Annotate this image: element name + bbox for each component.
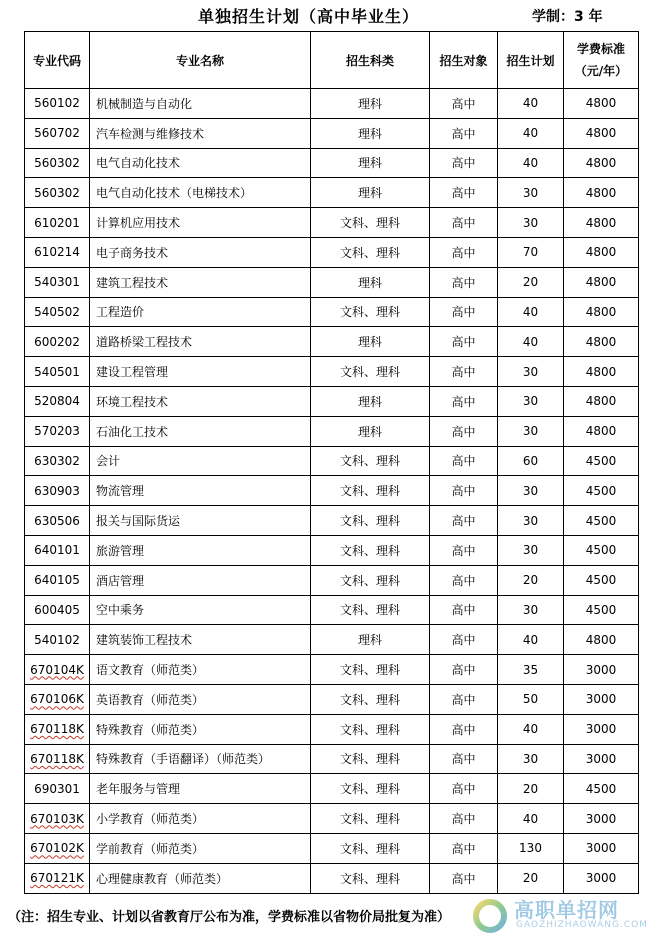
- cell-target: 高中: [430, 744, 498, 774]
- table-row: [25, 446, 639, 476]
- ring-logo-icon: [470, 896, 510, 936]
- cell-quota: 30: [498, 595, 564, 625]
- cell-name: 特殊教育（师范类）: [90, 714, 311, 744]
- cell-name: 电气自动化技术（电梯技术）: [90, 178, 311, 208]
- cell-subject: 理科: [311, 327, 430, 357]
- cell-code: [25, 655, 90, 685]
- table-row: [25, 89, 639, 119]
- cell-fee: 4800: [564, 89, 639, 119]
- cell-quota: 40: [498, 714, 564, 744]
- cell-fee: 4800: [564, 625, 639, 655]
- cell-target: 高中: [430, 446, 498, 476]
- cell-fee: 4500: [564, 476, 639, 506]
- cell-code: 540501: [25, 357, 90, 387]
- cell-quota: 70: [498, 237, 564, 267]
- table-row: [25, 744, 639, 774]
- cell-name: 学前教育（师范类）: [90, 833, 311, 863]
- cell-quota: 40: [498, 804, 564, 834]
- header-fee-line2: （元/年）: [574, 64, 628, 78]
- cell-target: 高中: [430, 565, 498, 595]
- cell-quota: 20: [498, 774, 564, 804]
- cell-fee: 3000: [564, 714, 639, 744]
- cell-subject: 文科、理科: [311, 833, 430, 863]
- header-quota: 招生计划: [498, 32, 564, 89]
- header-subject: 招生科类: [311, 32, 430, 89]
- cell-code: 640101: [25, 535, 90, 565]
- cell-fee: 4800: [564, 297, 639, 327]
- cell-code: [25, 714, 90, 744]
- cell-fee: 4500: [564, 595, 639, 625]
- cell-fee: 3000: [564, 863, 639, 893]
- cell-subject: 理科: [311, 386, 430, 416]
- enrollment-plan-table: [24, 31, 639, 894]
- cell-target: 高中: [430, 506, 498, 536]
- cell-fee: 4800: [564, 148, 639, 178]
- cell-subject: 文科、理科: [311, 655, 430, 685]
- cell-subject: 文科、理科: [311, 297, 430, 327]
- cell-name: 老年服务与管理: [90, 774, 311, 804]
- cell-code: 560702: [25, 118, 90, 148]
- cell-quota: 50: [498, 684, 564, 714]
- cell-target: 高中: [430, 833, 498, 863]
- cell-fee: 4800: [564, 267, 639, 297]
- cell-name: 心理健康教育（师范类）: [90, 863, 311, 893]
- cell-code-text: 670121K: [30, 871, 84, 886]
- cell-quota: 30: [498, 357, 564, 387]
- cell-name: 报关与国际货运: [90, 506, 311, 536]
- cell-subject: 文科、理科: [311, 714, 430, 744]
- cell-subject: 理科: [311, 178, 430, 208]
- cell-code: 560302: [25, 178, 90, 208]
- cell-fee: 4800: [564, 237, 639, 267]
- cell-fee: 3000: [564, 655, 639, 685]
- cell-code: 600405: [25, 595, 90, 625]
- cell-subject: 文科、理科: [311, 506, 430, 536]
- cell-code: 560302: [25, 148, 90, 178]
- cell-name: 建设工程管理: [90, 357, 311, 387]
- header-target: 招生对象: [430, 32, 498, 89]
- cell-code-text: 670104K: [30, 662, 84, 677]
- table-row: [25, 565, 639, 595]
- cell-target: 高中: [430, 327, 498, 357]
- table-row: [25, 237, 639, 267]
- cell-code: 600202: [25, 327, 90, 357]
- cell-code: [25, 744, 90, 774]
- table-row: [25, 416, 639, 446]
- cell-subject: 文科、理科: [311, 595, 430, 625]
- cell-quota: 130: [498, 833, 564, 863]
- cell-quota: 40: [498, 148, 564, 178]
- cell-target: 高中: [430, 148, 498, 178]
- table-row: [25, 506, 639, 536]
- cell-fee: 4800: [564, 416, 639, 446]
- table-row: [25, 625, 639, 655]
- watermark-text: 高职单招网: [514, 898, 619, 922]
- cell-target: 高中: [430, 476, 498, 506]
- cell-subject: 理科: [311, 118, 430, 148]
- cell-target: 高中: [430, 386, 498, 416]
- cell-target: 高中: [430, 625, 498, 655]
- cell-name: 旅游管理: [90, 535, 311, 565]
- cell-name: 英语教育（师范类）: [90, 684, 311, 714]
- cell-code: 690301: [25, 774, 90, 804]
- cell-target: 高中: [430, 118, 498, 148]
- table-row: [25, 118, 639, 148]
- cell-subject: 文科、理科: [311, 744, 430, 774]
- cell-code: 610201: [25, 208, 90, 238]
- cell-quota: 40: [498, 327, 564, 357]
- title-row: [0, 4, 660, 28]
- cell-fee: 4800: [564, 386, 639, 416]
- cell-subject: 理科: [311, 625, 430, 655]
- cell-code: 570203: [25, 416, 90, 446]
- cell-subject: 文科、理科: [311, 208, 430, 238]
- table-row: [25, 148, 639, 178]
- table-row: [25, 535, 639, 565]
- cell-code: 630903: [25, 476, 90, 506]
- cell-name: 酒店管理: [90, 565, 311, 595]
- table-row: [25, 208, 639, 238]
- cell-target: 高中: [430, 774, 498, 804]
- cell-subject: 文科、理科: [311, 535, 430, 565]
- header-fee: [564, 32, 639, 89]
- cell-subject: 理科: [311, 267, 430, 297]
- table-row: [25, 386, 639, 416]
- cell-name: 汽车检测与维修技术: [90, 118, 311, 148]
- table-row: [25, 357, 639, 387]
- table-row: [25, 655, 639, 685]
- cell-code: 610214: [25, 237, 90, 267]
- cell-name: 计算机应用技术: [90, 208, 311, 238]
- cell-code-text: 670118K: [30, 751, 84, 766]
- cell-name: 特殊教育（手语翻译）（师范类）: [90, 744, 311, 774]
- cell-fee: 3000: [564, 833, 639, 863]
- cell-subject: 理科: [311, 416, 430, 446]
- cell-subject: 理科: [311, 148, 430, 178]
- cell-name: 道路桥梁工程技术: [90, 327, 311, 357]
- cell-quota: 30: [498, 386, 564, 416]
- table-row: [25, 476, 639, 506]
- table-row: [25, 774, 639, 804]
- cell-target: 高中: [430, 297, 498, 327]
- cell-target: 高中: [430, 237, 498, 267]
- cell-fee: 4800: [564, 327, 639, 357]
- cell-subject: 文科、理科: [311, 357, 430, 387]
- cell-fee: 3000: [564, 804, 639, 834]
- cell-subject: 文科、理科: [311, 774, 430, 804]
- cell-quota: 30: [498, 178, 564, 208]
- header-fee-line1: 学费标准: [576, 42, 625, 56]
- cell-subject: 文科、理科: [311, 804, 430, 834]
- cell-quota: 30: [498, 476, 564, 506]
- cell-code-text: 670103K: [30, 811, 84, 826]
- table-row: [25, 804, 639, 834]
- cell-subject: 理科: [311, 89, 430, 119]
- cell-fee: 4500: [564, 774, 639, 804]
- cell-target: 高中: [430, 178, 498, 208]
- cell-name: 建筑装饰工程技术: [90, 625, 311, 655]
- cell-target: 高中: [430, 595, 498, 625]
- table-row: [25, 595, 639, 625]
- cell-target: 高中: [430, 535, 498, 565]
- cell-fee: 4500: [564, 535, 639, 565]
- cell-code: 520804: [25, 386, 90, 416]
- cell-quota: 30: [498, 506, 564, 536]
- cell-target: 高中: [430, 655, 498, 685]
- cell-name: 机械制造与自动化: [90, 89, 311, 119]
- table-row: [25, 714, 639, 744]
- cell-target: 高中: [430, 208, 498, 238]
- cell-name: 空中乘务: [90, 595, 311, 625]
- cell-quota: 40: [498, 625, 564, 655]
- cell-code: [25, 684, 90, 714]
- cell-code-text: 670106K: [30, 692, 84, 707]
- cell-target: 高中: [430, 267, 498, 297]
- cell-fee: 4800: [564, 357, 639, 387]
- cell-subject: 文科、理科: [311, 863, 430, 893]
- cell-code: 630506: [25, 506, 90, 536]
- watermark: [470, 894, 658, 938]
- cell-quota: 40: [498, 297, 564, 327]
- cell-fee: 4800: [564, 208, 639, 238]
- cell-subject: 文科、理科: [311, 446, 430, 476]
- cell-subject: 文科、理科: [311, 565, 430, 595]
- cell-quota: 30: [498, 208, 564, 238]
- cell-code: [25, 833, 90, 863]
- cell-quota: 40: [498, 118, 564, 148]
- table-header-row: [25, 32, 639, 89]
- cell-quota: 30: [498, 416, 564, 446]
- cell-name: 小学教育（师范类）: [90, 804, 311, 834]
- table-row: [25, 327, 639, 357]
- watermark-url: GAOZHIZHAOWANG.COM: [516, 920, 648, 930]
- cell-code: 640105: [25, 565, 90, 595]
- cell-quota: 40: [498, 89, 564, 119]
- document-title: 单独招生计划（高中毕业生）: [198, 7, 420, 26]
- cell-fee: 4800: [564, 118, 639, 148]
- cell-name: 物流管理: [90, 476, 311, 506]
- cell-code-text: 670102K: [30, 841, 84, 856]
- cell-code: 540102: [25, 625, 90, 655]
- cell-quota: 30: [498, 535, 564, 565]
- cell-name: 石油化工技术: [90, 416, 311, 446]
- cell-fee: 4500: [564, 565, 639, 595]
- cell-target: 高中: [430, 804, 498, 834]
- header-code: 专业代码: [25, 32, 90, 89]
- cell-code: [25, 804, 90, 834]
- cell-target: 高中: [430, 89, 498, 119]
- cell-name: 建筑工程技术: [90, 267, 311, 297]
- study-duration: 学制：3 年: [532, 9, 603, 25]
- cell-quota: 35: [498, 655, 564, 685]
- cell-fee: 4500: [564, 506, 639, 536]
- table-row: [25, 833, 639, 863]
- cell-name: 电子商务技术: [90, 237, 311, 267]
- cell-quota: 20: [498, 267, 564, 297]
- cell-quota: 30: [498, 744, 564, 774]
- cell-subject: 文科、理科: [311, 684, 430, 714]
- cell-subject: 文科、理科: [311, 237, 430, 267]
- cell-target: 高中: [430, 416, 498, 446]
- table-row: [25, 267, 639, 297]
- cell-target: 高中: [430, 684, 498, 714]
- cell-target: 高中: [430, 863, 498, 893]
- cell-name: 环境工程技术: [90, 386, 311, 416]
- table-row: [25, 178, 639, 208]
- footer-note: （注：招生专业、计划以省教育厅公布为准，学费标准以省物价局批复为准）: [8, 910, 451, 925]
- cell-fee: 4500: [564, 446, 639, 476]
- cell-subject: 文科、理科: [311, 476, 430, 506]
- cell-quota: 20: [498, 565, 564, 595]
- cell-code: 540301: [25, 267, 90, 297]
- table-body: [25, 89, 639, 894]
- cell-name: 语文教育（师范类）: [90, 655, 311, 685]
- cell-fee: 3000: [564, 684, 639, 714]
- cell-code: [25, 863, 90, 893]
- cell-fee: 3000: [564, 744, 639, 774]
- cell-quota: 60: [498, 446, 564, 476]
- cell-target: 高中: [430, 714, 498, 744]
- table-row: [25, 684, 639, 714]
- cell-name: 工程造价: [90, 297, 311, 327]
- cell-name: 会计: [90, 446, 311, 476]
- table-row: [25, 863, 639, 893]
- cell-code: 540502: [25, 297, 90, 327]
- cell-code: 630302: [25, 446, 90, 476]
- header-name: 专业名称: [90, 32, 311, 89]
- cell-fee: 4800: [564, 178, 639, 208]
- cell-code: 560102: [25, 89, 90, 119]
- cell-target: 高中: [430, 357, 498, 387]
- cell-code-text: 670118K: [30, 722, 84, 737]
- cell-name: 电气自动化技术: [90, 148, 311, 178]
- table-row: [25, 297, 639, 327]
- cell-quota: 20: [498, 863, 564, 893]
